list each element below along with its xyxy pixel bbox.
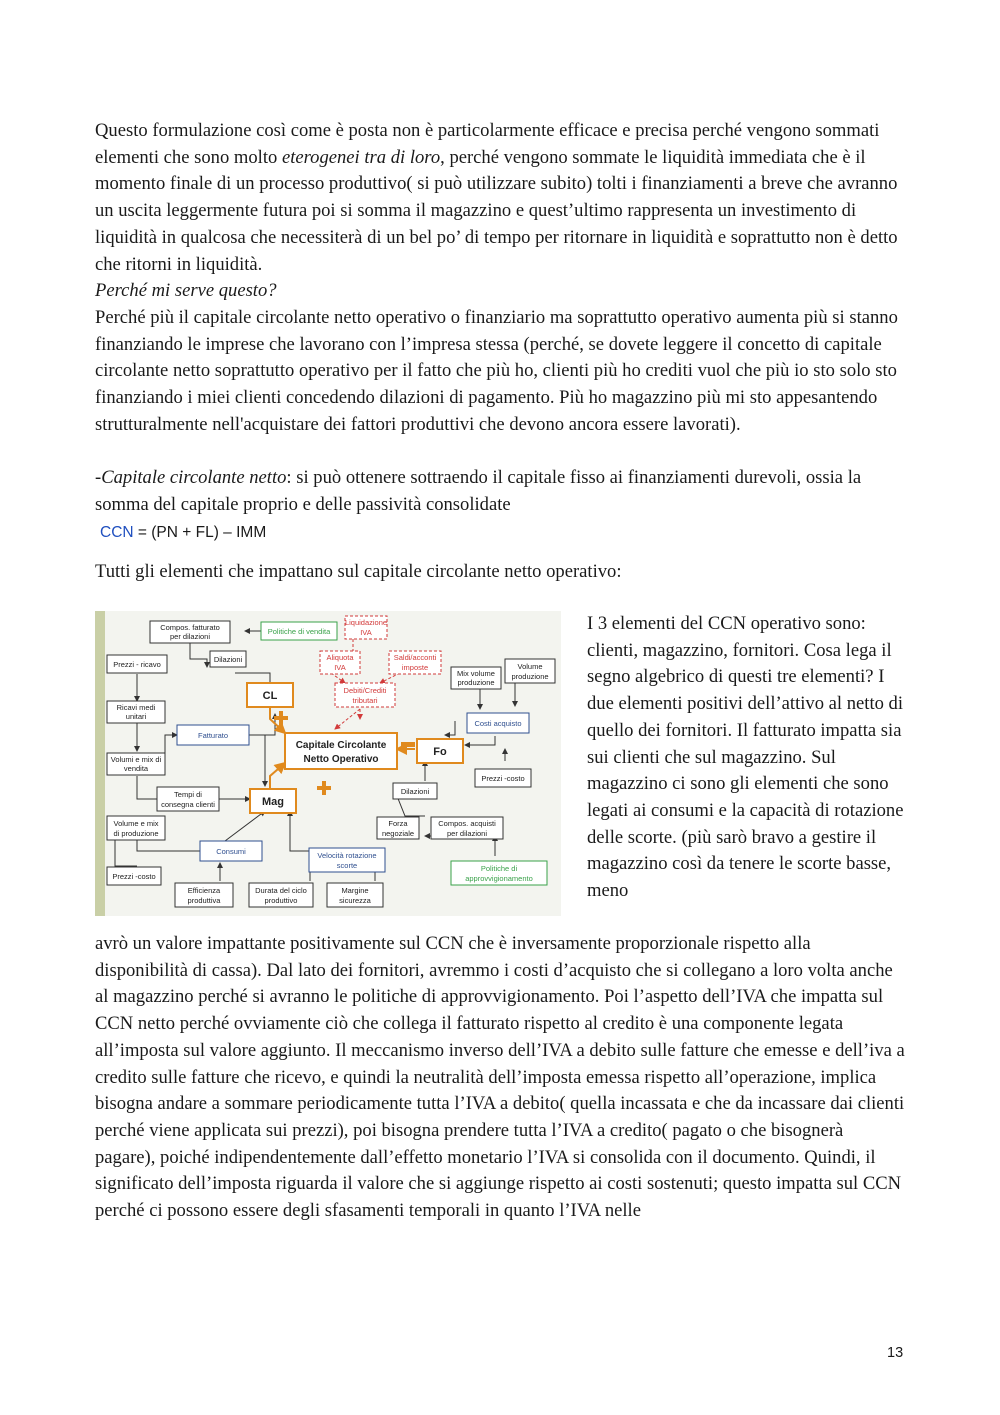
paragraph-why: Perché più il capitale circolante netto operativo o finanziario ma soprattutto operativo aumenta più si stanno finanziando le imprese che lavorano con l’impresa stessa (perché, se dovete leggere il concetto di capitale circolante netto soprattutto operativo per il fatto che più ho, clienti più ho crediti vuol che più io sto solo sto finanziando i miei clienti concedendo dilazioni di pagamento. Più ho magazzino più mi sto appesantendo strutturalmente nell'acquistare dei fattori produttivi che devono ancora essere lavorati). — [95, 307, 898, 435]
svg-text:per dilazioni: per dilazioni — [446, 829, 488, 838]
node-debiti-crediti: Debiti/Crediti — [343, 686, 387, 695]
page-number: 13 — [887, 1345, 904, 1361]
svg-text:produttiva: produttiva — [187, 896, 221, 905]
svg-text:consegna clienti: consegna clienti — [161, 800, 215, 809]
node-dilazioni-right: Dilazioni — [400, 787, 430, 796]
ccn-diagram — [95, 611, 561, 916]
svg-text:produzione: produzione — [511, 672, 549, 681]
node-liquidazione-iva: Liquidazione — [344, 618, 388, 627]
node-fatturato: Fatturato — [197, 731, 229, 740]
node-velocita-rotazione: Velocità rotazione — [317, 851, 377, 860]
node-tempi-consegna: Tempi di — [174, 790, 202, 799]
node-compos-acquisti: Compos. acquisti — [438, 819, 496, 828]
svg-text:Netto Operativo: Netto Operativo — [303, 754, 379, 765]
node-politiche-approv: Politiche di — [480, 864, 518, 873]
svg-text:tributari: tributari — [352, 696, 378, 705]
svg-text:IVA: IVA — [360, 628, 372, 637]
node-ricavi-medi: Ricavi medi — [116, 703, 156, 712]
paragraph-ccn-definition: -Capitale circolante netto: si può ottenere sottraendo il capitale fisso ai finanziamenti durevoli, ossia la somma del capitale proprio e delle passività consolidate — [95, 467, 862, 515]
node-margine: Margine — [341, 886, 369, 895]
node-ccn-center: Capitale Circolante — [295, 740, 387, 751]
node-efficienza: Efficienza — [187, 886, 221, 895]
node-durata-ciclo: Durata del ciclo — [255, 886, 307, 895]
paragraph-iva: avrò un valore impattante positivamente sul CCN che è inversamente proporzionale rispetto alla disponibilità di cassa). Dal lato dei fornitori, avremmo i costi d’acquisto che si collegano a loro volta anche al magazzino perché si avranno le politiche di approvvigionamento. Poi l’aspetto dell’IVA che impatta sul CCN netto perché ovviamente ciò che collega il fatturato rispetto al credito è una componente legata all’imposta sul valore aggiunto. Il meccanismo inverso dell’IVA a debito sulle fatture che emesse e dell’iva a credito sulle fatture che ricevo, e quindi la neutralità dell’imposta emessa rispetto all’operazione, implica bisogna andare a sommare periodicamente tutta l’IVA a debito( quella incassata e che da incassare dai clienti perché viene applicata sui prezzi), poi bisogna prendere tutta l’IVA a credito( pagato o che bisognerà pagare), poiché indipendentemente dall’effetto monetario l’IVA si consolida con il documento. Quindi, il significato dell’imposta riguarda il valore che si aggiunge rispetto ai costi sostenuti; questo impatta sul CCN perché ci possono essere degli sfasamenti temporali in quanto l’IVA nelle — [95, 933, 905, 1222]
node-mag: Mag — [262, 796, 284, 808]
paragraph-ccn-formulation: Questo formulazione così come è posta non è particolarmente efficace e precisa perché vengono sommati elementi che sono molto eterogenei tra di loro, perché vengono sommate le liquidità immediata che è il momento finale di un processo produttivo( si può utilizzare subito) tolti i finanziamenti a breve che avranno un uscita leggermente futura poi si somma il magazzino e quest’ultimo rappresenta un investimento di liquidità in qualcosa che necessiterà di un bel po’ di tempo per ritornare in liquidità e soprattutto non è detto che ritorni in liquidità. — [95, 120, 898, 275]
svg-text:unitari: unitari — [125, 712, 147, 721]
node-prezzi-costo-left: Prezzi -costo — [112, 872, 156, 881]
node-dilazioni-top: Dilazioni — [213, 655, 243, 664]
node-saldi-acconti: Saldi/acconti — [393, 653, 437, 662]
node-costi-acquisto: Costi acquisto — [474, 719, 522, 728]
italic-term: Capitale circolante netto — [101, 467, 287, 488]
svg-text:scorte: scorte — [336, 861, 358, 870]
node-politiche-vendita: Politiche di vendita — [267, 627, 331, 636]
node-fo: Fo — [433, 746, 447, 758]
node-consumi: Consumi — [216, 847, 246, 856]
svg-text:sicurezza: sicurezza — [339, 896, 371, 905]
svg-text:vendita: vendita — [123, 764, 149, 773]
node-volume-mix-produzione: Volume e mix — [113, 819, 159, 828]
svg-text:imposte: imposte — [401, 663, 429, 672]
svg-text:approvvigionamento: approvvigionamento — [465, 874, 533, 883]
node-volume-produzione: Volume — [517, 662, 543, 671]
node-volumi-mix-vendita: Volumi e mix di — [110, 755, 162, 764]
ccn-formula: CCN = (PN + FL) – IMM — [100, 524, 267, 541]
node-forza-negoziale: Forza — [388, 819, 408, 828]
paragraph-intro-diagram: Tutti gli elementi che impattano sul capitale circolante netto operativo: — [95, 561, 622, 582]
svg-text:produttivo: produttivo — [264, 896, 298, 905]
node-prezzi-ricavo: Prezzi - ricavo — [113, 660, 161, 669]
node-cl: CL — [262, 690, 278, 702]
paragraph-ccn-elements: I 3 elementi del CCN operativo sono: clienti, magazzino, fornitori. Cosa lega il segno algebrico di questi tre elementi? I due elementi positivi dell’attivo al netto di quello dei fornitori. Il fatturato impatta sia sui clienti che sul magazzino. Sul magazzino ci sono gli elementi che sono legati ai consumi e la capacità di rotazione delle scorte. (più sarò bravo a gestire il magazzino così da tenere le scorte basse, meno — [587, 613, 904, 902]
svg-text:di produzione: di produzione — [113, 829, 159, 838]
italic-phrase: eterogenei tra di loro — [281, 146, 441, 168]
svg-text:IVA: IVA — [334, 663, 346, 672]
node-aliquota-iva: Aliquota — [326, 653, 354, 662]
svg-text:produzione: produzione — [457, 678, 495, 687]
node-mix-volume: Mix volume — [457, 669, 495, 678]
svg-text:per dilazioni: per dilazioni — [169, 632, 211, 641]
svg-text:negoziale: negoziale — [381, 829, 415, 838]
question-heading: Perché mi serve questo? — [95, 280, 277, 301]
node-prezzi-costo-right: Prezzi -costo — [481, 774, 525, 783]
node-compos-fatturato: Compos. fatturato — [160, 623, 220, 632]
